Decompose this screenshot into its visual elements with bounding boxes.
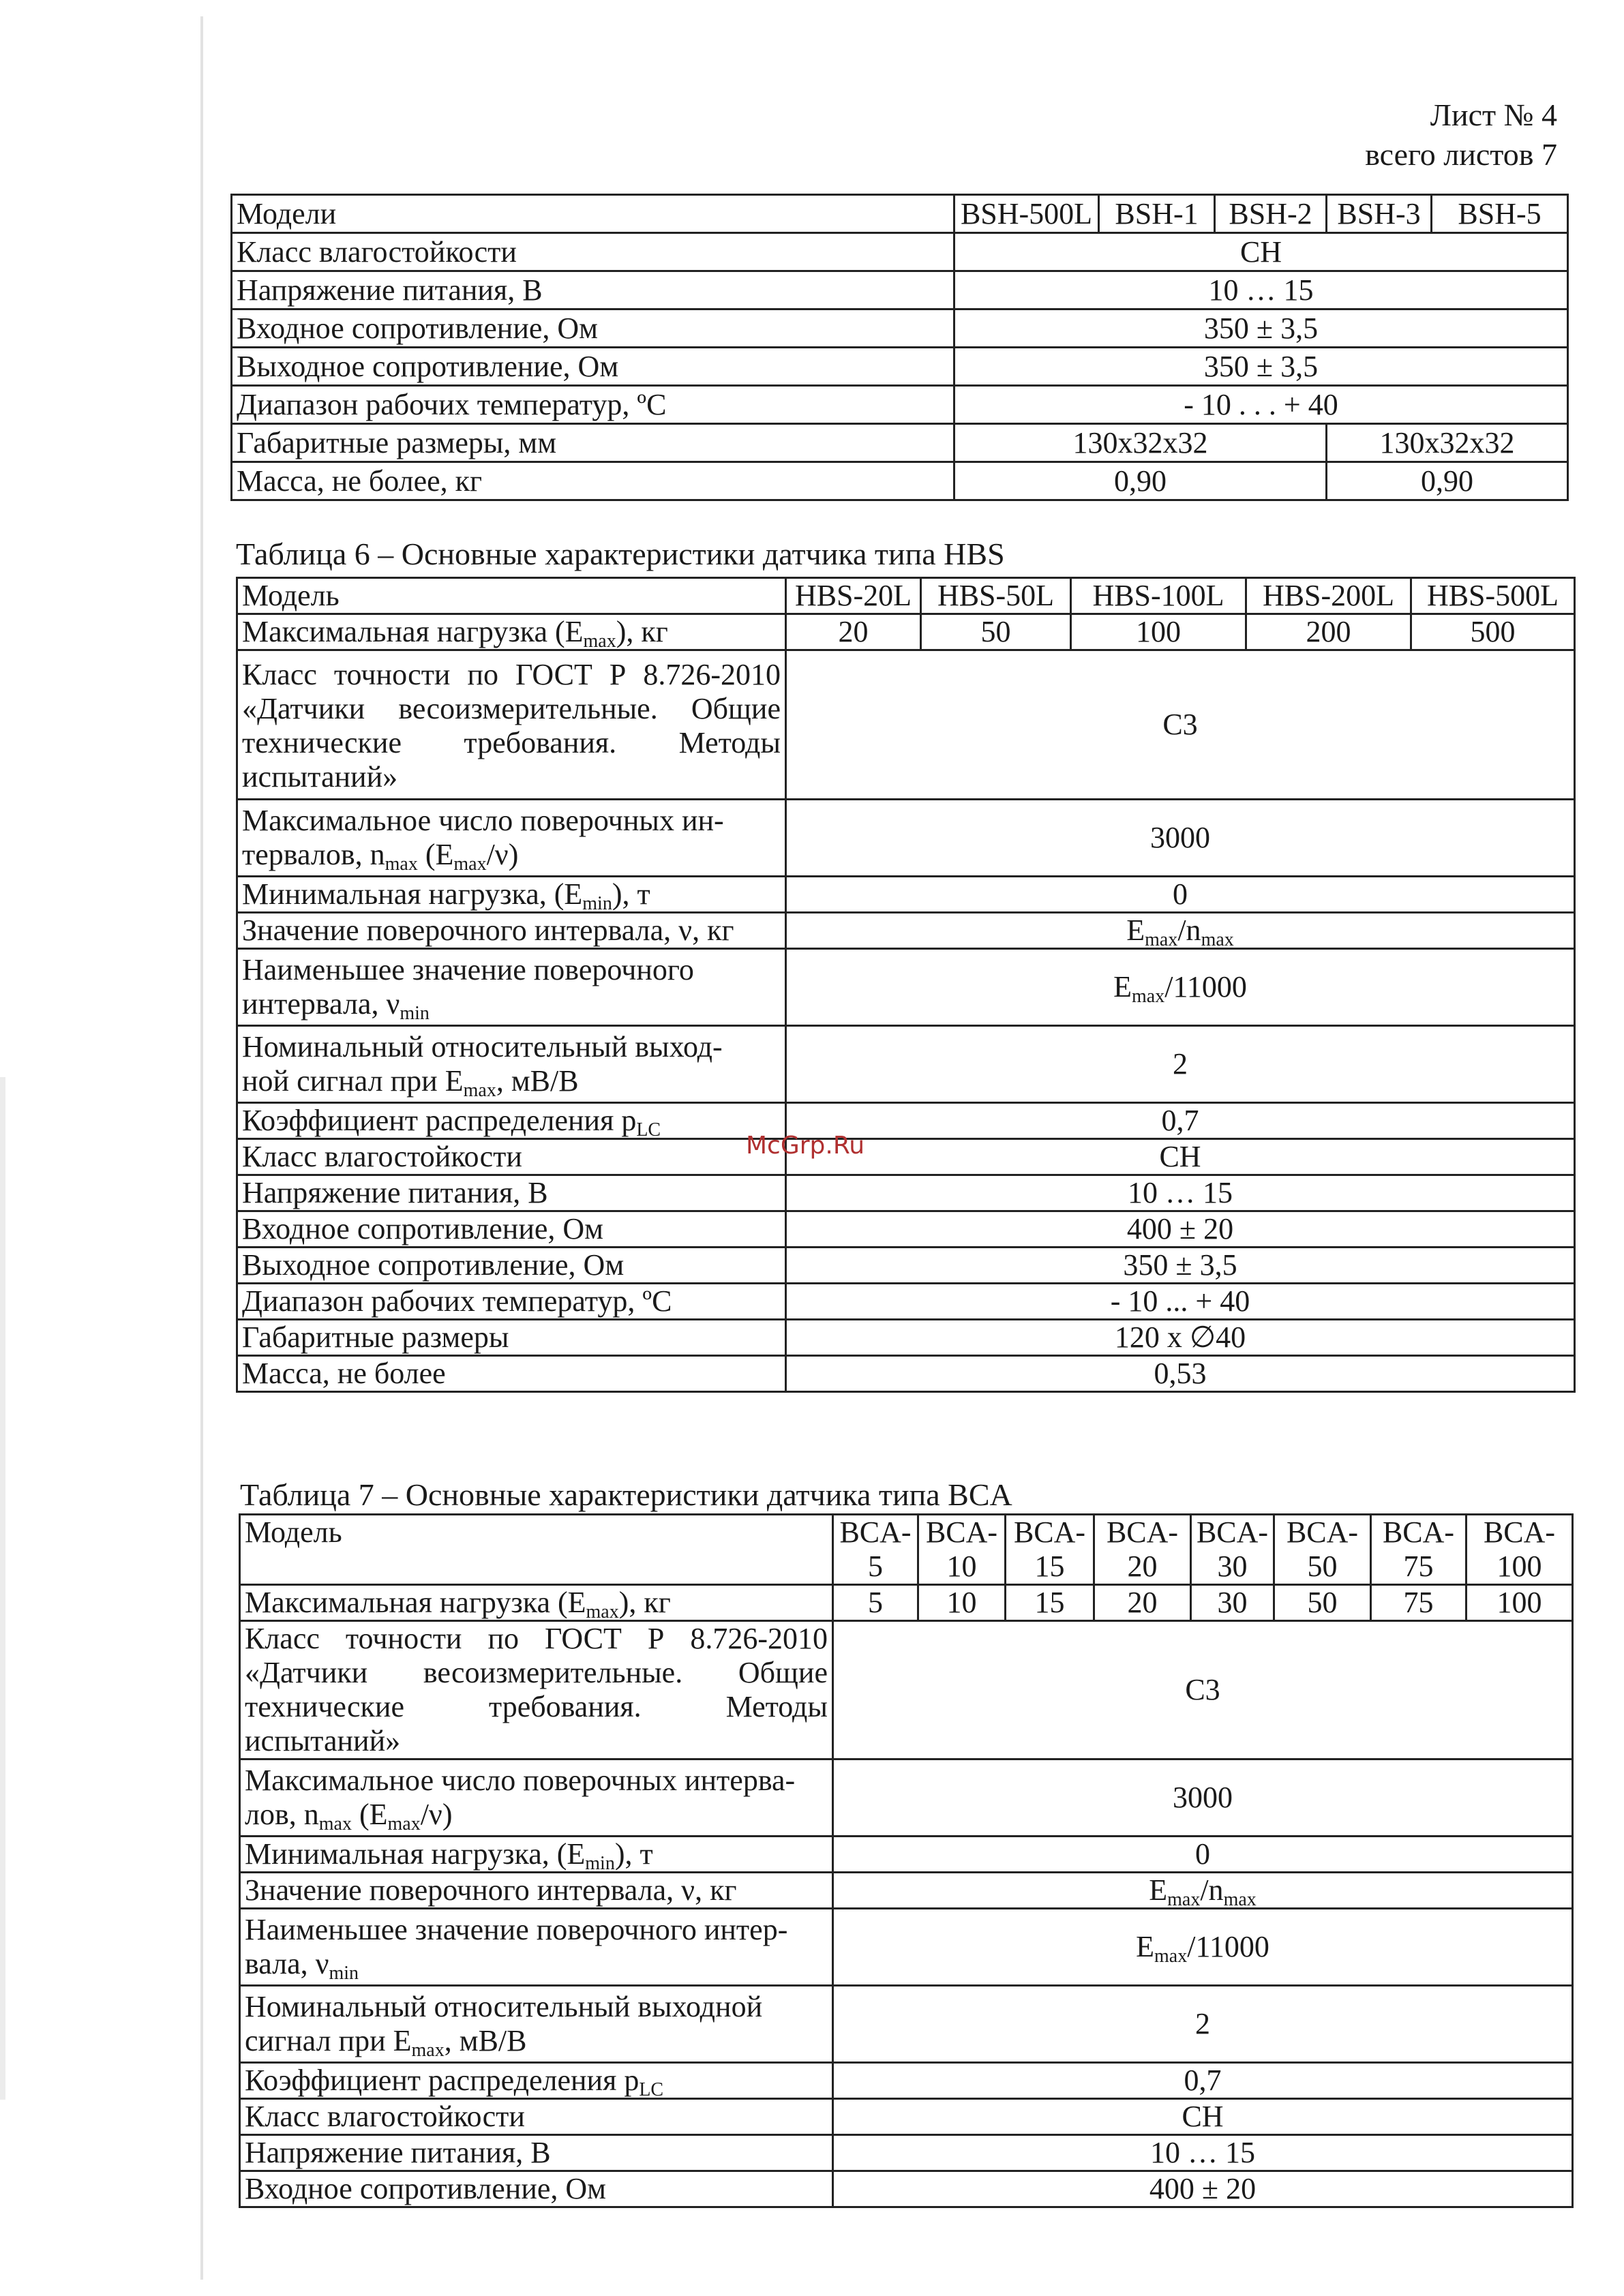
table-row: [240, 2063, 1573, 2099]
row-value: 0,7: [833, 2063, 1573, 2099]
model-cell: BCA- 15: [1006, 1515, 1094, 1585]
table6-caption: Таблица 6 – Основные характеристики датчика типа HBS: [236, 537, 1005, 571]
row-value: 350 ± 3,5: [786, 1248, 1575, 1284]
model-cell: BCA- 5: [833, 1515, 918, 1585]
row-label: Напряжение питания, В: [232, 271, 954, 309]
table-row: [232, 233, 1568, 271]
row-label: Выходное сопротивление, Ом: [232, 348, 954, 386]
row-value: 0,90: [1327, 462, 1568, 500]
row-label: Класс точности по ГОСТ Р 8.726-2010 «Датчики весоизмерительные. Общие технические требования. Методы испытаний»: [237, 650, 786, 800]
row-value: 400 ± 20: [786, 1211, 1575, 1248]
row-value: 400 ± 20: [833, 2171, 1573, 2207]
row-value: 3000: [833, 1759, 1573, 1837]
row-value: $E_{max}/n_{max}$: [833, 1873, 1573, 1909]
row-label: Входное сопротивление, Ом: [232, 309, 954, 348]
row-label: Напряжение питания, В: [240, 2135, 833, 2171]
row-value: 2: [833, 1986, 1573, 2063]
row-value: 10 … 15: [833, 2135, 1573, 2171]
row-label: Минимальная нагрузка, $(E_{min})$, т: [237, 877, 786, 913]
table-row: [232, 462, 1568, 500]
row-value: 0,53: [786, 1356, 1575, 1392]
bsh-spec-table: [230, 194, 1569, 501]
load-cell: 30: [1191, 1585, 1274, 1621]
row-value: CH: [786, 1139, 1575, 1175]
row-value: 0,90: [954, 462, 1327, 500]
load-cell: 500: [1411, 614, 1575, 650]
table-row: [232, 195, 1568, 233]
row-label: Минимальная нагрузка, $(E_{min})$, т: [240, 1837, 833, 1873]
model-label: Модель: [240, 1515, 833, 1585]
model-cell: BSH-3: [1327, 195, 1432, 233]
table-row: [240, 1986, 1573, 2063]
sheet-number: Лист № 4: [1430, 97, 1557, 132]
row-label: Максимальное число поверочных ин- тервалов, $n_{max}$ $(E_{max}/\nu)$: [237, 800, 786, 877]
table-row: [237, 1320, 1575, 1356]
table-row: [237, 877, 1575, 913]
row-label: Коэффициент распределения $p_{LC}$: [237, 1103, 786, 1139]
model-cell: BCA- 75: [1371, 1515, 1467, 1585]
row-label: Максимальное число поверочных интерва- лов, $n_{max}$ $(E_{max}/\nu)$: [240, 1759, 833, 1837]
row-value: CH: [954, 233, 1568, 271]
row-value: 10 … 15: [786, 1175, 1575, 1211]
load-cell: 200: [1246, 614, 1411, 650]
table-row: [237, 1211, 1575, 1248]
row-value: - 10 . . . + 40: [954, 386, 1568, 424]
row-label: Наименьшее значение поверочного интер- вала, $\nu_{min}$: [240, 1909, 833, 1986]
table-row: [237, 949, 1575, 1026]
model-cell: HBS-200L: [1246, 578, 1411, 614]
table-row: [240, 1837, 1573, 1873]
table-row: [237, 1175, 1575, 1211]
table-row: [240, 1585, 1573, 1621]
table-row: [237, 1248, 1575, 1284]
load-cell: 100: [1071, 614, 1246, 650]
row-label: Габаритные размеры: [237, 1320, 786, 1356]
table-row: [240, 2171, 1573, 2207]
model-label: Модель: [237, 578, 786, 614]
table-row: [240, 2135, 1573, 2171]
model-cell: BSH-500L: [954, 195, 1099, 233]
row-value: 130x32x32: [954, 424, 1327, 462]
table-row: [237, 800, 1575, 877]
hbs-spec-table: [236, 577, 1576, 1393]
table-row: [237, 1103, 1575, 1139]
row-value: 130x32x32: [1327, 424, 1568, 462]
scan-margin-line: [200, 16, 203, 2280]
table-row: [240, 1759, 1573, 1837]
row-value: CH: [833, 2099, 1573, 2135]
model-cell: HBS-100L: [1071, 578, 1246, 614]
row-label: Входное сопротивление, Ом: [237, 1211, 786, 1248]
watermark: McGrp.Ru: [746, 1132, 865, 1160]
scan-edge-mark: [0, 1077, 5, 2100]
row-value: $E_{max}/11000$: [833, 1909, 1573, 1986]
load-cell: 10: [918, 1585, 1006, 1621]
table-row: [237, 614, 1575, 650]
table7-caption: Таблица 7 – Основные характеристики датчика типа BCA: [240, 1477, 1012, 1512]
model-cell: BCA- 10: [918, 1515, 1006, 1585]
row-label: Максимальная нагрузка $(E_{max})$, кг: [240, 1585, 833, 1621]
model-cell: BCA- 50: [1274, 1515, 1371, 1585]
row-label: Диапазон рабочих температур, ºС: [237, 1284, 786, 1320]
row-label: Масса, не более, кг: [232, 462, 954, 500]
model-cell: BSH-2: [1215, 195, 1327, 233]
table-row: [240, 2099, 1573, 2135]
table-row: [232, 271, 1568, 309]
row-value: 120 х ∅40: [786, 1320, 1575, 1356]
row-label: Диапазон рабочих температур, ºС: [232, 386, 954, 424]
row-label: Масса, не более: [237, 1356, 786, 1392]
row-label: Номинальный относительный выходной сигнал при $E_{max}$, мВ/В: [240, 1986, 833, 2063]
row-label: Значение поверочного интервала, ν, кг: [237, 913, 786, 949]
table-row: [232, 348, 1568, 386]
table-row: [232, 424, 1568, 462]
table-row: [240, 1515, 1573, 1585]
table-row: [237, 913, 1575, 949]
load-cell: 75: [1371, 1585, 1467, 1621]
table-row: [232, 309, 1568, 348]
row-value: $E_{max}/11000$: [786, 949, 1575, 1026]
row-label: Коэффициент распределения $p_{LC}$: [240, 2063, 833, 2099]
table-row: [237, 1356, 1575, 1392]
row-value: C3: [833, 1621, 1573, 1759]
row-value: 3000: [786, 800, 1575, 877]
table-row: [237, 1139, 1575, 1175]
load-cell: 15: [1006, 1585, 1094, 1621]
page-header: [1365, 95, 1557, 175]
table-row: [240, 1873, 1573, 1909]
model-cell: HBS-50L: [921, 578, 1071, 614]
model-cell: BCA- 30: [1191, 1515, 1274, 1585]
model-cell: HBS-20L: [786, 578, 921, 614]
table-row: [232, 386, 1568, 424]
row-value: 0: [786, 877, 1575, 913]
table-row: [237, 650, 1575, 800]
load-cell: 20: [1094, 1585, 1191, 1621]
row-label: Номинальный относительный выход- ной сигнал при $E_{max}$, мВ/В: [237, 1026, 786, 1103]
model-cell: BSH-5: [1432, 195, 1568, 233]
row-label: Класс влагостойкости: [240, 2099, 833, 2135]
row-value: C3: [786, 650, 1575, 800]
table-row: [237, 1284, 1575, 1320]
model-cell: BCA- 100: [1467, 1515, 1573, 1585]
model-cell: BCA- 20: [1094, 1515, 1191, 1585]
model-cell: BSH-1: [1099, 195, 1215, 233]
load-cell: 5: [833, 1585, 918, 1621]
sheet-total: всего листов 7: [1365, 137, 1557, 172]
row-value: $E_{max}/n_{max}$: [786, 913, 1575, 949]
row-label: Входное сопротивление, Ом: [240, 2171, 833, 2207]
row-value: 10 … 15: [954, 271, 1568, 309]
row-label: Выходное сопротивление, Ом: [237, 1248, 786, 1284]
row-label: Габаритные размеры, мм: [232, 424, 954, 462]
load-cell: 100: [1467, 1585, 1573, 1621]
table-row: [237, 1026, 1575, 1103]
row-label: Наименьшее значение поверочного интервала, $\nu_{min}$: [237, 949, 786, 1026]
row-value: 0: [833, 1837, 1573, 1873]
row-value: - 10 ... + 40: [786, 1284, 1575, 1320]
row-label: Напряжение питания, В: [237, 1175, 786, 1211]
row-label: Значение поверочного интервала, ν, кг: [240, 1873, 833, 1909]
row-value: 350 ± 3,5: [954, 309, 1568, 348]
load-cell: 50: [921, 614, 1071, 650]
load-cell: 20: [786, 614, 921, 650]
model-cell: HBS-500L: [1411, 578, 1575, 614]
row-value: 350 ± 3,5: [954, 348, 1568, 386]
row-label: Максимальная нагрузка $(E_{max})$, кг: [237, 614, 786, 650]
load-cell: 50: [1274, 1585, 1371, 1621]
row-value: 0,7: [786, 1103, 1575, 1139]
row-value: 2: [786, 1026, 1575, 1103]
row-label: Класс влагостойкости: [232, 233, 954, 271]
row-label: Класс точности по ГОСТ Р 8.726-2010 «Датчики весоизмерительные. Общие технические требования. Методы испытаний»: [240, 1621, 833, 1759]
table-row: [240, 1909, 1573, 1986]
table-row: [240, 1621, 1573, 1759]
row-label: Класс влагостойкости: [237, 1139, 786, 1175]
models-label: Модели: [232, 195, 954, 233]
bca-spec-table: [239, 1513, 1574, 2208]
table-row: [237, 578, 1575, 614]
